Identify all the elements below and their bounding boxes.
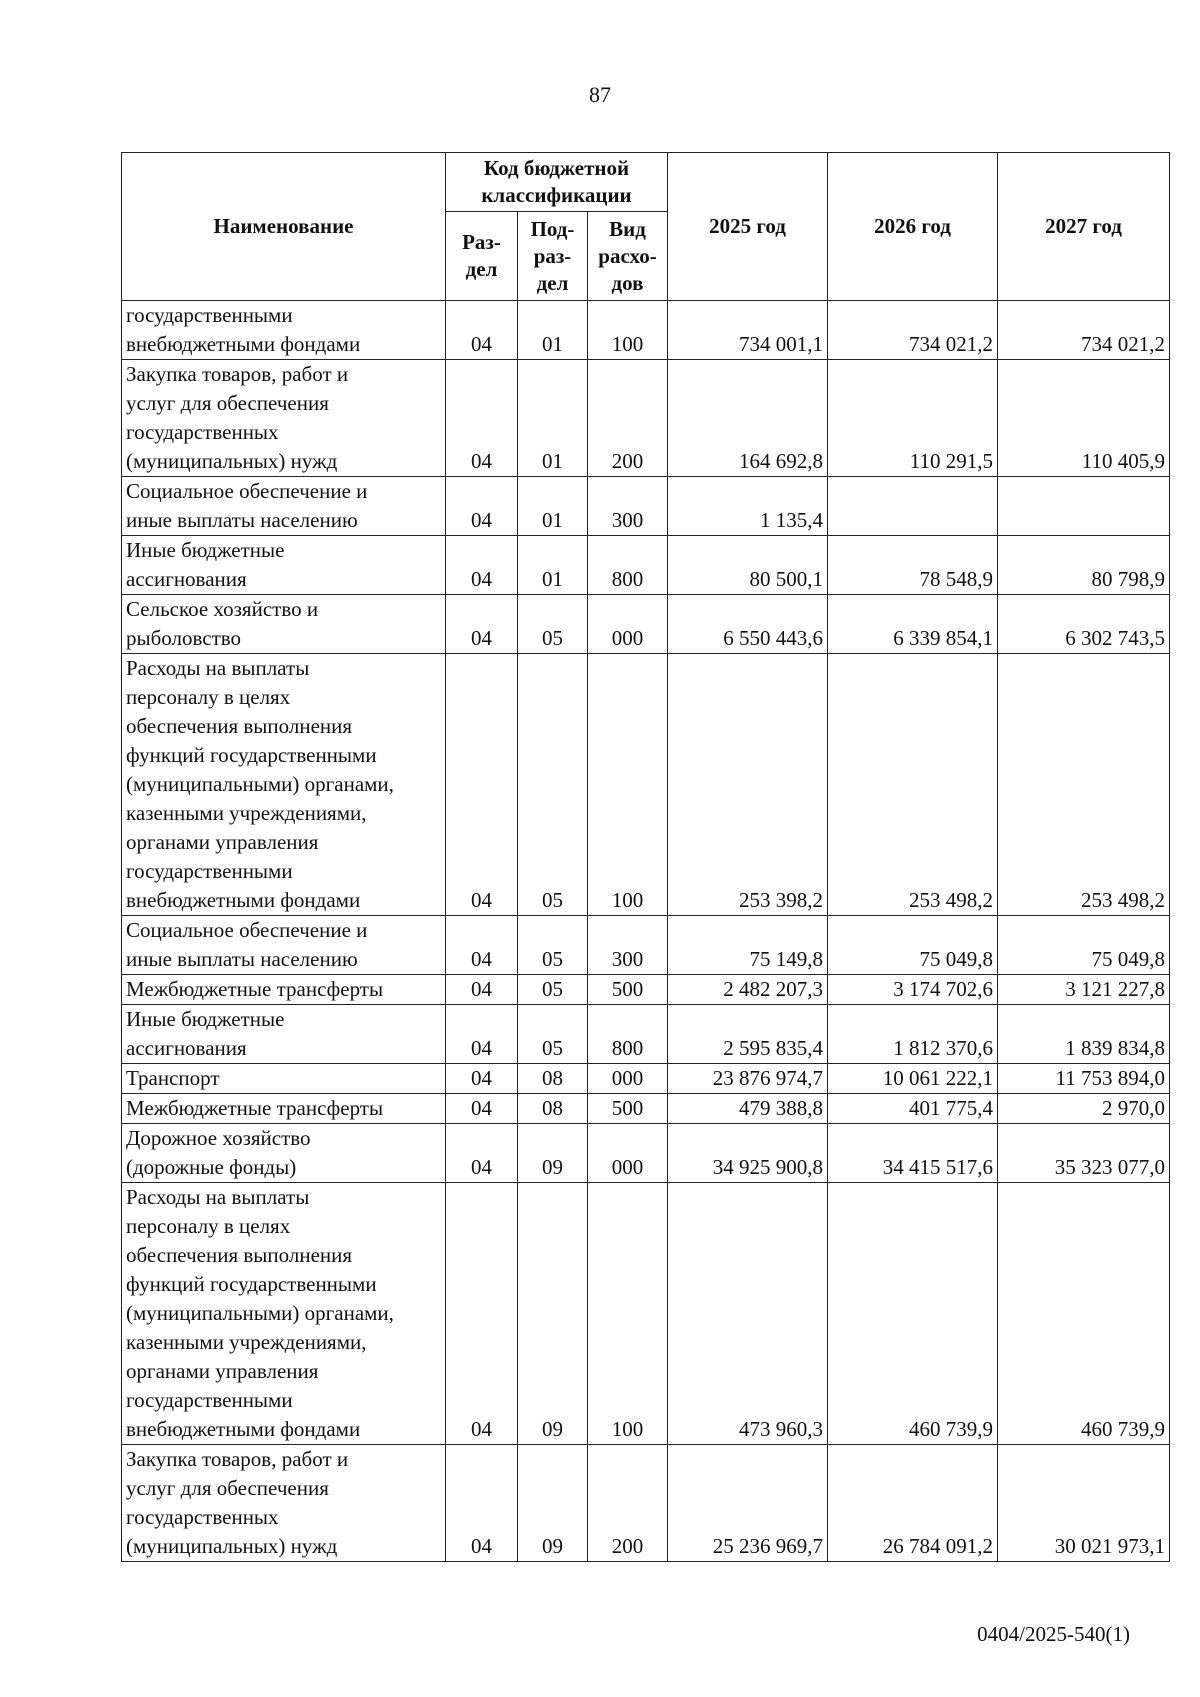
cell-razdel: 04 <box>446 1094 518 1124</box>
cell-2025: 6 550 443,6 <box>668 595 828 654</box>
cell-podrazdel: 08 <box>518 1094 588 1124</box>
cell-podrazdel: 09 <box>518 1124 588 1183</box>
header-name: Наименование <box>122 153 446 301</box>
page-number: 87 <box>589 82 611 107</box>
cell-vid: 100 <box>588 654 668 916</box>
cell-vid: 200 <box>588 1445 668 1562</box>
cell-vid: 000 <box>588 1064 668 1094</box>
cell-name: государственными внебюджетными фондами <box>122 301 446 360</box>
cell-2025: 23 876 974,7 <box>668 1064 828 1094</box>
cell-podrazdel: 01 <box>518 477 588 536</box>
cell-2026: 26 784 091,2 <box>828 1445 998 1562</box>
cell-name: Социальное обеспечение и иные выплаты населению <box>122 477 446 536</box>
cell-2026: 734 021,2 <box>828 301 998 360</box>
cell-2025: 75 149,8 <box>668 916 828 975</box>
cell-2025: 34 925 900,8 <box>668 1124 828 1183</box>
cell-2027: 6 302 743,5 <box>998 595 1170 654</box>
cell-2025: 734 001,1 <box>668 301 828 360</box>
cell-podrazdel: 01 <box>518 301 588 360</box>
cell-name: Иные бюджетные ассигнования <box>122 536 446 595</box>
cell-vid: 800 <box>588 1005 668 1064</box>
cell-vid: 000 <box>588 1124 668 1183</box>
cell-name: Сельское хозяйство и рыболовство <box>122 595 446 654</box>
cell-razdel: 04 <box>446 1183 518 1445</box>
cell-name: Расходы на выплаты персоналу в целях обеспечения выполнения функций государственными (муниципальными) органами, казенными учреждениями, органами управления государственными внебюджетными фондами <box>122 1183 446 1445</box>
header-vid: Вид расхо- дов <box>588 212 668 301</box>
cell-name: Расходы на выплаты персоналу в целях обеспечения выполнения функций государственными (муниципальными) органами, казенными учреждениями, органами управления государственными внебюджетными фондами <box>122 654 446 916</box>
table-row <box>122 975 1170 1005</box>
cell-vid: 300 <box>588 477 668 536</box>
table-row <box>122 1183 1170 1445</box>
cell-2027: 80 798,9 <box>998 536 1170 595</box>
table-row <box>122 916 1170 975</box>
cell-razdel: 04 <box>446 301 518 360</box>
cell-2026: 110 291,5 <box>828 360 998 477</box>
cell-razdel: 04 <box>446 360 518 477</box>
cell-vid: 500 <box>588 1094 668 1124</box>
table-row <box>122 536 1170 595</box>
document-code: 0404/2025-540(1) <box>977 1622 1130 1646</box>
cell-2026: 78 548,9 <box>828 536 998 595</box>
cell-2025: 164 692,8 <box>668 360 828 477</box>
cell-2025: 2 482 207,3 <box>668 975 828 1005</box>
budget-table <box>121 152 1170 1562</box>
cell-2027: 35 323 077,0 <box>998 1124 1170 1183</box>
cell-name: Закупка товаров, работ и услуг для обеспечения государственных (муниципальных) нужд <box>122 360 446 477</box>
cell-2027: 1 839 834,8 <box>998 1005 1170 1064</box>
cell-2026: 34 415 517,6 <box>828 1124 998 1183</box>
table-header-row <box>122 153 1170 212</box>
cell-2027: 75 049,8 <box>998 916 1170 975</box>
cell-razdel: 04 <box>446 1124 518 1183</box>
table-body <box>122 301 1170 1562</box>
table-row <box>122 360 1170 477</box>
cell-podrazdel: 05 <box>518 1005 588 1064</box>
cell-razdel: 04 <box>446 477 518 536</box>
cell-name: Социальное обеспечение и иные выплаты населению <box>122 916 446 975</box>
cell-vid: 300 <box>588 916 668 975</box>
cell-vid: 100 <box>588 1183 668 1445</box>
cell-name: Дорожное хозяйство (дорожные фонды) <box>122 1124 446 1183</box>
cell-2027: 460 739,9 <box>998 1183 1170 1445</box>
cell-2027: 2 970,0 <box>998 1094 1170 1124</box>
cell-2026 <box>828 477 998 536</box>
table-row <box>122 654 1170 916</box>
cell-podrazdel: 09 <box>518 1445 588 1562</box>
cell-2027 <box>998 477 1170 536</box>
cell-name: Межбюджетные трансферты <box>122 975 446 1005</box>
cell-2026: 6 339 854,1 <box>828 595 998 654</box>
cell-razdel: 04 <box>446 1445 518 1562</box>
cell-razdel: 04 <box>446 1005 518 1064</box>
cell-2027: 734 021,2 <box>998 301 1170 360</box>
cell-podrazdel: 05 <box>518 916 588 975</box>
cell-2026: 401 775,4 <box>828 1094 998 1124</box>
table-row <box>122 595 1170 654</box>
cell-podrazdel: 05 <box>518 654 588 916</box>
cell-2026: 75 049,8 <box>828 916 998 975</box>
cell-podrazdel: 01 <box>518 360 588 477</box>
cell-2025: 1 135,4 <box>668 477 828 536</box>
header-code-group: Код бюджетной классификации <box>446 153 668 212</box>
header-2026: 2026 год <box>828 153 998 301</box>
table-row <box>122 1094 1170 1124</box>
cell-2025: 80 500,1 <box>668 536 828 595</box>
cell-vid: 500 <box>588 975 668 1005</box>
cell-podrazdel: 05 <box>518 595 588 654</box>
cell-2026: 10 061 222,1 <box>828 1064 998 1094</box>
cell-2027: 30 021 973,1 <box>998 1445 1170 1562</box>
cell-2026: 3 174 702,6 <box>828 975 998 1005</box>
cell-2026: 460 739,9 <box>828 1183 998 1445</box>
cell-2027: 110 405,9 <box>998 360 1170 477</box>
cell-name: Иные бюджетные ассигнования <box>122 1005 446 1064</box>
cell-2027: 253 498,2 <box>998 654 1170 916</box>
cell-2026: 1 812 370,6 <box>828 1005 998 1064</box>
cell-2025: 473 960,3 <box>668 1183 828 1445</box>
header-razdel: Раз- дел <box>446 212 518 301</box>
cell-podrazdel: 05 <box>518 975 588 1005</box>
cell-vid: 000 <box>588 595 668 654</box>
cell-razdel: 04 <box>446 654 518 916</box>
table-row <box>122 1005 1170 1064</box>
table-row <box>122 1064 1170 1094</box>
cell-razdel: 04 <box>446 595 518 654</box>
cell-razdel: 04 <box>446 916 518 975</box>
cell-podrazdel: 08 <box>518 1064 588 1094</box>
cell-vid: 200 <box>588 360 668 477</box>
cell-razdel: 04 <box>446 536 518 595</box>
table-row <box>122 477 1170 536</box>
cell-name: Транспорт <box>122 1064 446 1094</box>
table-row <box>122 1445 1170 1562</box>
cell-2027: 3 121 227,8 <box>998 975 1170 1005</box>
cell-razdel: 04 <box>446 1064 518 1094</box>
table-row <box>122 1124 1170 1183</box>
cell-podrazdel: 01 <box>518 536 588 595</box>
cell-vid: 100 <box>588 301 668 360</box>
cell-podrazdel: 09 <box>518 1183 588 1445</box>
cell-2025: 253 398,2 <box>668 654 828 916</box>
cell-2025: 2 595 835,4 <box>668 1005 828 1064</box>
header-2025: 2025 год <box>668 153 828 301</box>
cell-2025: 479 388,8 <box>668 1094 828 1124</box>
header-2027: 2027 год <box>998 153 1170 301</box>
cell-name: Межбюджетные трансферты <box>122 1094 446 1124</box>
cell-2027: 11 753 894,0 <box>998 1064 1170 1094</box>
cell-vid: 800 <box>588 536 668 595</box>
header-podrazdel: Под- раз- дел <box>518 212 588 301</box>
cell-name: Закупка товаров, работ и услуг для обеспечения государственных (муниципальных) нужд <box>122 1445 446 1562</box>
cell-2026: 253 498,2 <box>828 654 998 916</box>
cell-2025: 25 236 969,7 <box>668 1445 828 1562</box>
table-row <box>122 301 1170 360</box>
cell-razdel: 04 <box>446 975 518 1005</box>
